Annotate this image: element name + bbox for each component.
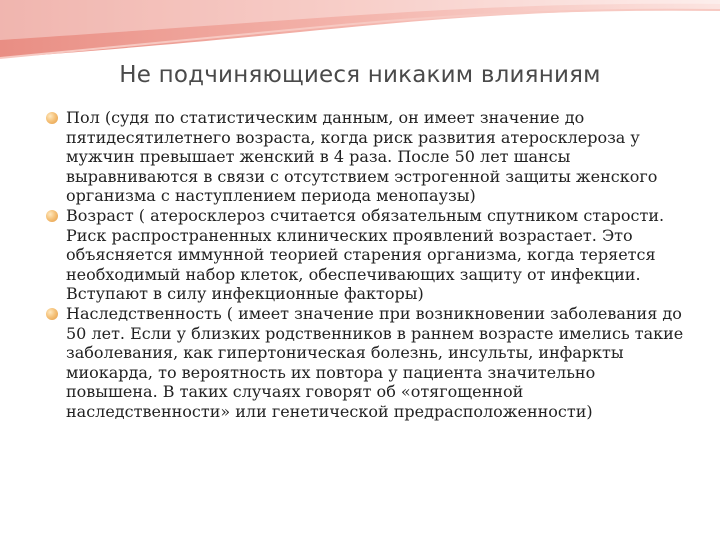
list-item [44, 206, 684, 304]
bullet-icon [46, 210, 58, 222]
bullet-icon [46, 308, 58, 320]
list-item-text: Наследственность ( имеет значение при возникновении заболевания до 50 лет. Если у близких родственников в раннем возрасте имелись такие заболевания, как гипертоническая болезнь, инсульты, инфаркты миокарда, то вероятность их повтора у пациента значительно повышена. В таких случаях говорят об «отягощенной наследственности» или генетической предрасположенности) [66, 303, 684, 421]
header-decoration [0, 0, 720, 60]
bullet-icon [46, 112, 58, 124]
list-item-text: Возраст ( атеросклероз считается обязательным спутником старости. Риск распространенных клинических проявлений возрастает. Это объясняется иммунной теорией старения организма, когда теряется необходимый набор клеток, обеспечивающих защиту от инфекции. Вступают в силу инфекционные факторы) [66, 205, 665, 304]
slide-title: Не подчиняющиеся никаким влияниям [119, 62, 601, 88]
list-item-text: Пол (судя по статистическим данным, он имеет значение до пятидесятилетнего возраста, когда риск развития атеросклероза у мужчин превышает женский в 4 раза. После 50 лет шансы выравниваются в связи с отсутствием эстрогенной защиты женского организма с наступлением периода менопаузы) [66, 108, 658, 206]
bullet-list [44, 108, 684, 422]
list-item [44, 108, 684, 206]
list-item [44, 304, 684, 422]
